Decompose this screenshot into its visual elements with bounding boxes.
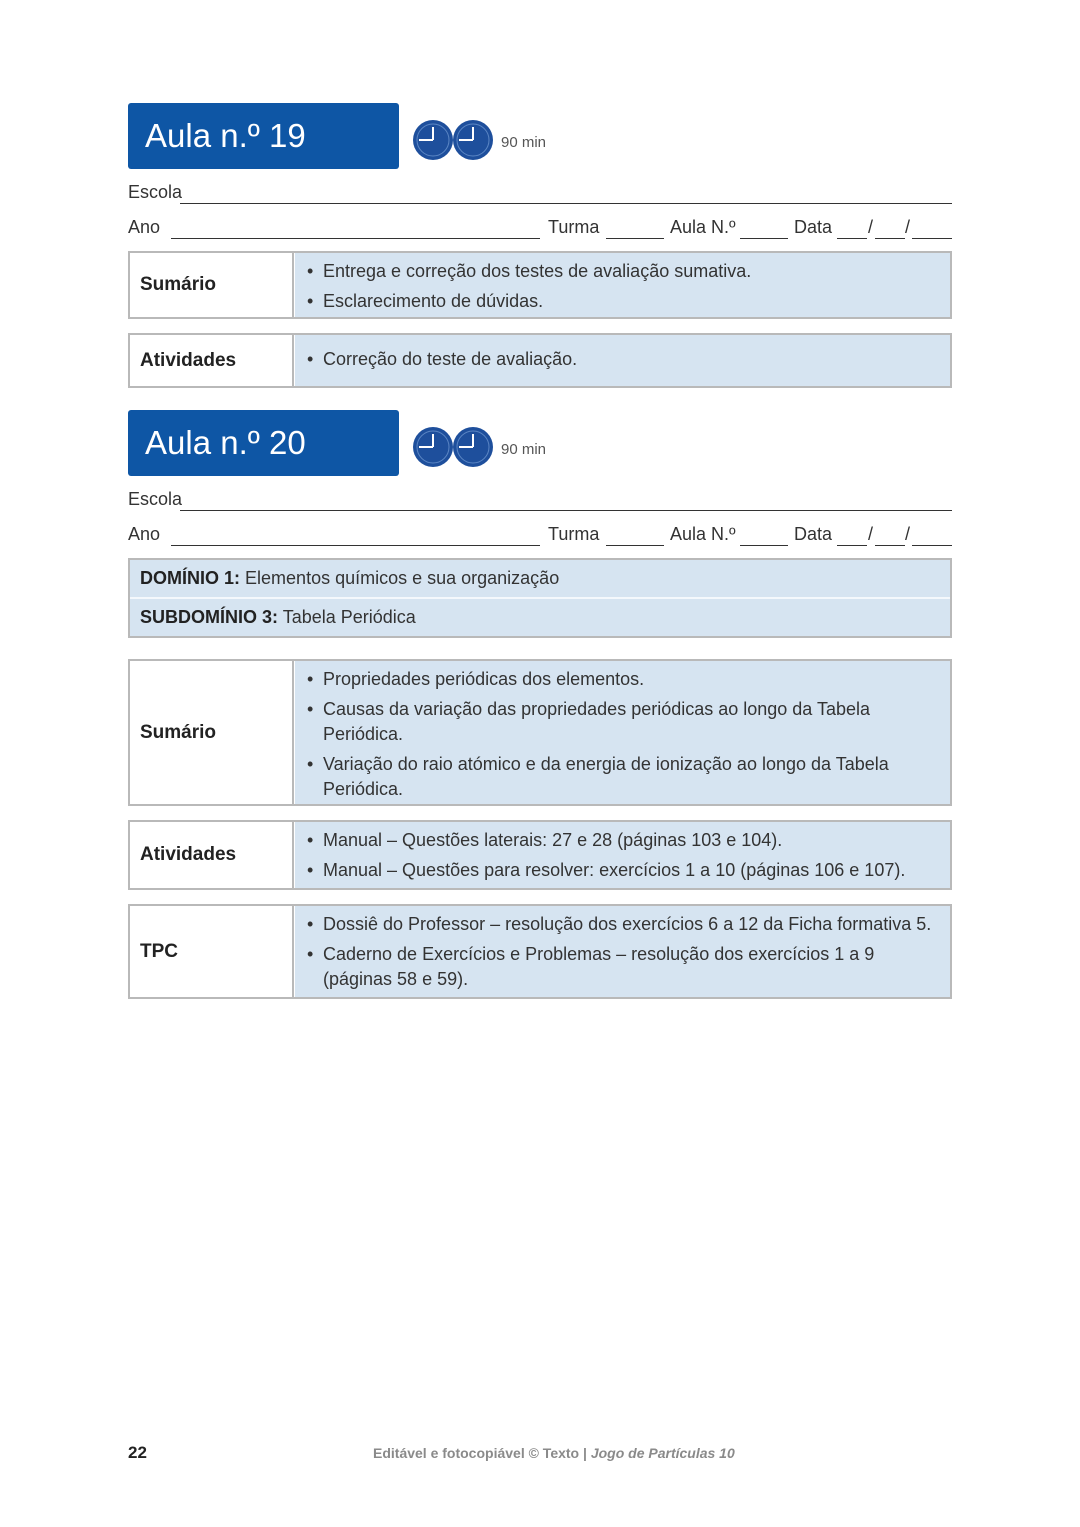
list-item: • Correção do teste de avaliação. [307,347,940,372]
list-item: • Variação do raio atómico e da energia de ionização ao longo da Tabela Periódica. [307,752,940,802]
footer-credit: Editável e fotocopiável © Texto | Jogo de Partículas 10 [373,1445,735,1461]
lesson-20-header [128,410,952,478]
escola-field[interactable] [180,510,952,511]
clock-icon [412,119,454,161]
aula-number-label: Aula N.º [670,524,736,544]
date-month-field[interactable] [875,545,905,546]
atividades-label: Atividades [130,822,294,888]
turma-field[interactable] [606,545,664,546]
escola-row [128,489,952,513]
atividades-content [295,335,950,386]
date-day-field[interactable] [837,238,867,239]
ano-label: Ano [128,217,161,237]
duration-label: 90 min [501,441,547,458]
clock-icon [452,119,494,161]
turma-field[interactable] [606,238,664,239]
ano-field[interactable] [171,545,540,546]
ano-field[interactable] [171,238,540,239]
sumario-table [128,251,952,319]
list-item: • Manual – Questões para resolver: exercícios 1 a 10 (páginas 106 e 107). [307,858,940,883]
atividades-table [128,820,952,890]
list-item: • Propriedades periódicas dos elementos. [307,667,940,692]
clock-icon [412,426,454,468]
dominio-row [130,560,950,597]
clock-icon [452,426,494,468]
escola-row [128,182,952,206]
escola-field[interactable] [180,203,952,204]
tpc-label: TPC [130,906,294,997]
atividades-table [128,333,952,388]
aula-number-field[interactable] [740,238,788,239]
subdominio-text: Tabela Periódica [282,607,416,627]
escola-label: Escola [128,489,183,509]
list-item: • Entrega e correção dos testes de avaliação sumativa. [307,259,940,284]
subdominio-label: SUBDOMÍNIO 3: [140,607,279,627]
aula-number-label: Aula N.º [670,217,736,237]
dominio-label: DOMÍNIO 1: [140,568,241,588]
list-item: • Esclarecimento de dúvidas. [307,289,940,314]
duration-icons [412,119,492,163]
tpc-content [295,906,950,997]
sumario-content [295,253,950,317]
ano-label: Ano [128,524,161,544]
date-year-field[interactable] [912,545,952,546]
list-item: • Manual – Questões laterais: 27 e 28 (páginas 103 e 104). [307,828,940,853]
turma-label: Turma [548,217,600,237]
ano-row: Ano Turma Aula N.º Data / / [128,524,952,548]
data-label: Data [794,524,833,544]
data-label: Data [794,217,833,237]
list-item: • Causas da variação das propriedades periódicas ao longo da Tabela Periódica. [307,697,940,747]
aula-number-field[interactable] [740,545,788,546]
page-number: 22 [128,1443,147,1462]
duration-label: 90 min [501,134,547,151]
atividades-content [295,822,950,888]
turma-label: Turma [548,524,600,544]
sumario-label: Sumário [130,661,294,804]
sumario-content [295,661,950,804]
date-day-field[interactable] [837,545,867,546]
lesson-title: Aula n.º 19 [128,103,399,169]
lesson-title: Aula n.º 20 [128,410,399,476]
sumario-label: Sumário [130,253,294,317]
lesson-19-header [128,103,952,171]
atividades-label: Atividades [130,335,294,386]
domain-box [128,558,952,638]
list-item: • Caderno de Exercícios e Problemas – resolução dos exercícios 1 a 9 (páginas 58 e 59). [307,942,940,992]
tpc-table [128,904,952,999]
subdominio-row [130,597,950,636]
escola-label: Escola [128,182,183,202]
date-year-field[interactable] [912,238,952,239]
sumario-table [128,659,952,806]
date-month-field[interactable] [875,238,905,239]
dominio-text: Elementos químicos e sua organização [245,568,560,588]
list-item: • Dossiê do Professor – resolução dos exercícios 6 a 12 da Ficha formativa 5. [307,912,940,937]
duration-icons [412,426,492,470]
ano-row: Ano Turma Aula N.º Data / / [128,217,952,241]
